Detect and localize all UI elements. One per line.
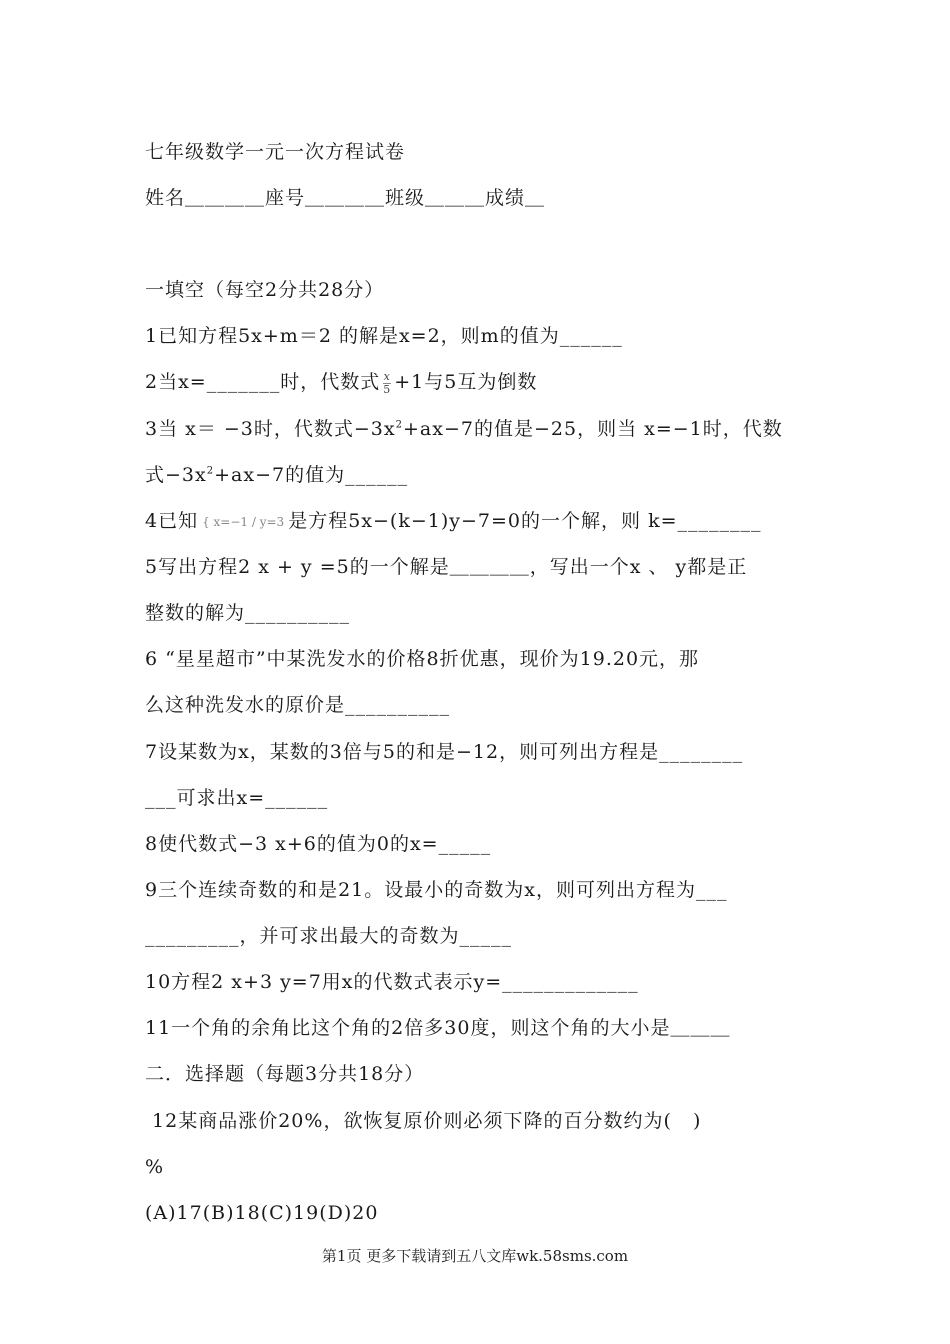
question-5-line-2: 整数的解为__________ (145, 602, 351, 624)
question-3-line-1 (145, 416, 783, 442)
section-heading-fill-blank: 一填空（每空2分共28分） (145, 279, 385, 301)
question-3-text-c: 式−3x (145, 464, 207, 486)
question-12-line-2: % (145, 1156, 165, 1178)
question-1: 1已知方程5x+m＝2 的解是x=2，则m的值为______ (145, 325, 623, 347)
question-3-text-a: 3当 x＝ −3时，代数式−3x (145, 418, 396, 440)
page-title: 七年级数学一元一次方程试卷 (145, 141, 406, 163)
section-heading-multiple-choice: 二．选择题（每题3分共18分） (145, 1063, 425, 1085)
question-9-line-2: _________，并可求出最大的奇数为_____ (145, 925, 513, 947)
question-9-line-1: 9三个连续奇数的和是21。设最小的奇数为x，则可列出方程为___ (145, 879, 728, 901)
question-12-options: (A)17(B)18(C)19(D)20 (145, 1202, 379, 1224)
question-7-line-1: 7设某数为x，某数的3倍与5的和是−12，则可列出方程是________ (145, 741, 744, 763)
question-2-text-a: 2当x=_______时，代数式 (145, 371, 381, 393)
question-2-text-b: +1与5互为倒数 (394, 371, 538, 393)
question-8: 8使代数式−3 x+6的值为0的x=_____ (145, 833, 492, 855)
question-6-line-2: 么这种洗发水的原价是__________ (145, 694, 451, 716)
question-3-text-b: +ax−7的值是−25，则当 x=−1时，代数 (403, 418, 783, 440)
fraction-x-over-5 (383, 371, 391, 396)
student-info-fields: 姓名＿＿＿＿座号＿＿＿＿班级＿＿＿成绩＿ (145, 187, 546, 209)
question-7-line-2: ___可求出x=______ (145, 787, 329, 809)
question-3-line-2 (145, 462, 408, 488)
question-5-line-1: 5写出方程2 x + y =5的一个解是＿＿＿＿，写出一个x 、 y都是正 (145, 556, 748, 578)
exponent: 2 (395, 419, 403, 431)
fraction-numerator: x (383, 369, 391, 383)
question-11: 11一个角的余角比这个角的2倍多30度，则这个角的大小是＿＿＿ (145, 1017, 731, 1039)
question-2 (145, 369, 537, 396)
question-12-line-1: 12某商品涨价20%，欲恢复原价则必须下降的百分数约为( ) (145, 1110, 702, 1132)
equation-system: { x=−1 / y=3 (202, 515, 285, 529)
page-footer: 第1页 更多下载请到五八文库wk.58sms.com (321, 1247, 629, 1265)
question-4-text-b: 是方程5x−(k−1)y−7=0的一个解，则 k=________ (288, 510, 762, 532)
question-4-text-a: 4已知 (145, 510, 199, 532)
question-4 (145, 508, 762, 535)
question-10: 10方程2 x+3 y=7用x的代数式表示y=_____________ (145, 971, 639, 993)
question-3-text-d: +ax−7的值为______ (214, 464, 409, 486)
exponent: 2 (206, 465, 215, 477)
question-6-line-1: 6 “星星超市”中某洗发水的价格8折优惠，现价为19.20元，那 (145, 648, 700, 670)
fraction-denominator: 5 (383, 382, 392, 396)
